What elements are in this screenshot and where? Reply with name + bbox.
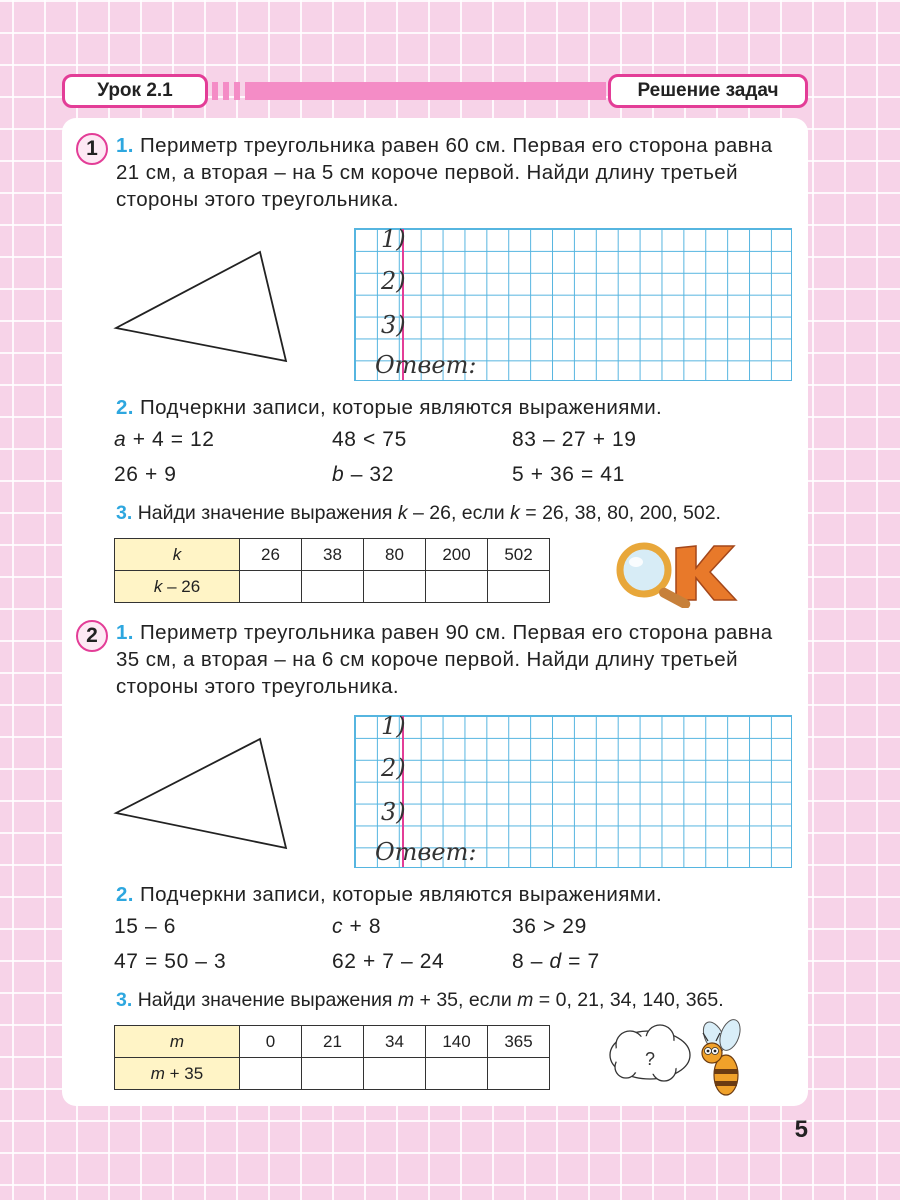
table-cell-value: 140 <box>426 1026 488 1058</box>
task-number: 2. <box>116 396 134 419</box>
table-answer-cell[interactable] <box>426 571 488 603</box>
step-2-label: 2) <box>381 754 406 782</box>
variant-number: 2 <box>76 620 108 652</box>
step-3-label: 3) <box>381 311 406 339</box>
table-answer-cell[interactable] <box>240 1058 302 1090</box>
triangle-figure <box>112 248 302 368</box>
task-3-text: 3. Найди значение выражения k – 26, если k = 26, 38, 80, 200, 502. <box>116 502 721 524</box>
task-2-text <box>116 394 662 421</box>
table-cell-value: 0 <box>240 1026 302 1058</box>
table-header-var: k <box>115 539 240 571</box>
task-2-text <box>116 881 662 908</box>
answer-label: Ответ: <box>375 351 477 379</box>
task-statement: Подчеркни записи, которые являются выражениями. <box>140 883 663 906</box>
table-cell-value: 26 <box>240 539 302 571</box>
page-number: 5 <box>794 1116 808 1143</box>
table-header-expression: m + 35 <box>115 1058 240 1090</box>
expression-item[interactable]: 5 + 36 = 41 <box>512 463 625 486</box>
lesson-label: Урок 2.1 <box>62 74 208 108</box>
task-number: 3. <box>116 502 133 524</box>
task-statement: Подчеркни записи, которые являются выражениями. <box>140 396 663 419</box>
table-cell-value: 80 <box>364 539 426 571</box>
table-cell-value: 21 <box>302 1026 364 1058</box>
task-number: 1. <box>116 621 134 644</box>
answer-grid[interactable] <box>354 712 792 868</box>
table-answer-cell[interactable] <box>302 1058 364 1090</box>
table-header-var: m <box>115 1026 240 1058</box>
table-header-expression: k – 26 <box>115 571 240 603</box>
step-3-label: 3) <box>381 798 406 826</box>
table-answer-cell[interactable] <box>426 1058 488 1090</box>
table-answer-cell[interactable] <box>302 571 364 603</box>
task-number: 1. <box>116 134 134 157</box>
expression-item[interactable]: 26 + 9 <box>114 463 177 486</box>
expression-item[interactable]: 48 < 75 <box>332 428 407 451</box>
task-number: 2. <box>116 883 134 906</box>
expression-item[interactable]: 15 – 6 <box>114 915 176 938</box>
table-cell-value: 502 <box>488 539 550 571</box>
task-statement: Периметр треугольника равен 90 см. Первая его сторона равна 35 см, а вторая – на 6 см короче первой. Найди длину третьей стороны этого треугольника. <box>116 621 773 698</box>
task-number: 3. <box>116 989 133 1011</box>
answer-label: Ответ: <box>375 838 477 866</box>
expression-item[interactable]: 47 = 50 – 3 <box>114 950 227 973</box>
triangle-figure <box>112 735 302 855</box>
topic-label: Решение задач <box>608 74 808 108</box>
header-stripe <box>212 82 606 100</box>
step-1-label: 1) <box>381 712 406 740</box>
table-answer-cell[interactable] <box>364 1058 426 1090</box>
values-table <box>114 538 550 603</box>
table-answer-cell[interactable] <box>488 1058 550 1090</box>
expression-item[interactable]: 8 – d = 7 <box>512 950 600 973</box>
task-3-text: 3. Найди значение выражения m + 35, если m = 0, 21, 34, 140, 365. <box>116 989 724 1011</box>
task-1-text <box>116 132 796 213</box>
expression-item[interactable]: 83 – 27 + 19 <box>512 428 637 451</box>
values-table <box>114 1025 550 1090</box>
expression-item[interactable]: 62 + 7 – 24 <box>332 950 445 973</box>
table-cell-value: 34 <box>364 1026 426 1058</box>
bee-thought-cloud-icon <box>602 1015 762 1110</box>
table-answer-cell[interactable] <box>488 571 550 603</box>
step-2-label: 2) <box>381 267 406 295</box>
worksheet-card <box>62 118 808 1106</box>
table-cell-value: 200 <box>426 539 488 571</box>
step-1-label: 1) <box>381 225 406 253</box>
expression-item[interactable]: c + 8 <box>332 915 382 938</box>
table-cell-value: 365 <box>488 1026 550 1058</box>
bubble-question: ? <box>645 1049 656 1069</box>
expression-item[interactable]: b – 32 <box>332 463 394 486</box>
magnifier-k-icon <box>610 538 740 608</box>
table-cell-value: 38 <box>302 539 364 571</box>
variant-number: 1 <box>76 133 108 165</box>
table-answer-cell[interactable] <box>364 571 426 603</box>
expression-item[interactable]: 36 > 29 <box>512 915 587 938</box>
answer-grid[interactable] <box>354 225 792 381</box>
table-answer-cell[interactable] <box>240 571 302 603</box>
expression-item[interactable]: a + 4 = 12 <box>114 428 215 451</box>
task-statement: Периметр треугольника равен 60 см. Первая его сторона равна 21 см, а вторая – на 5 см короче первой. Найди длину третьей стороны этого треугольника. <box>116 134 773 211</box>
task-1-text <box>116 619 796 700</box>
